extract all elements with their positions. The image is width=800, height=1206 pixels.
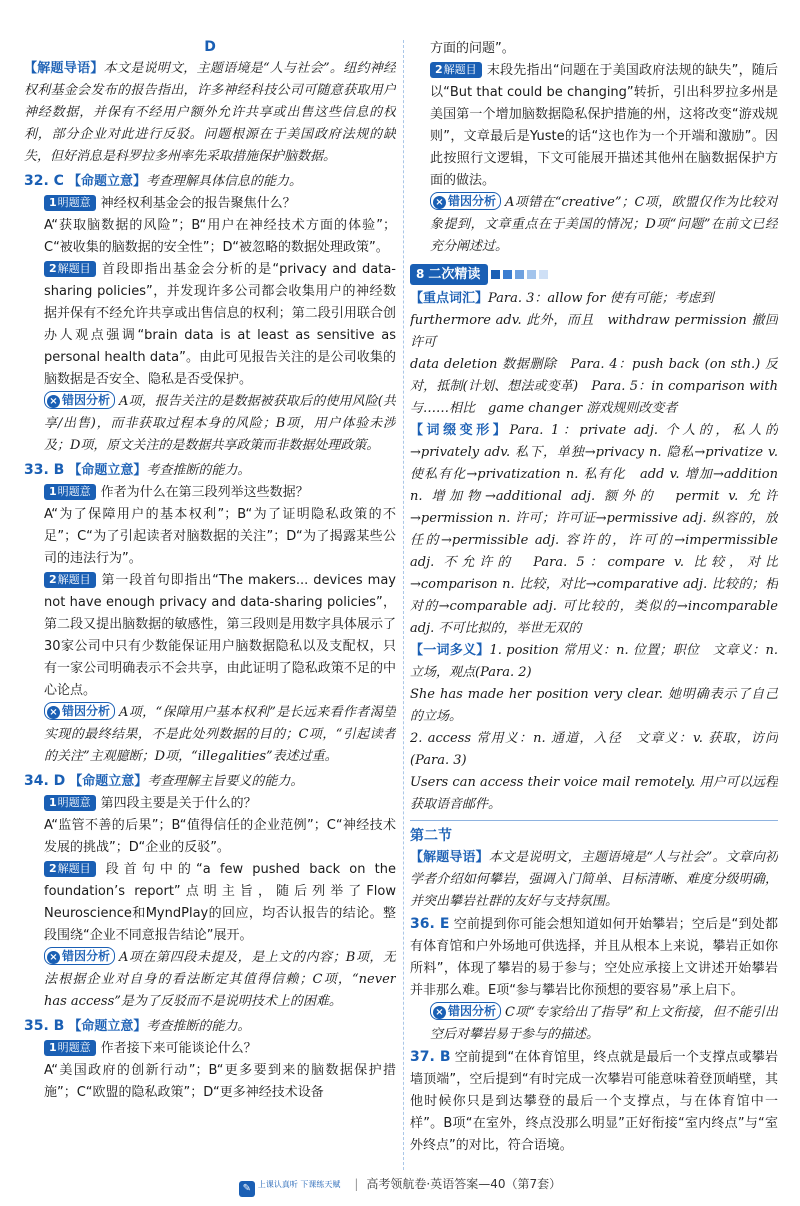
section-title: 第二节	[410, 828, 452, 844]
section-badge: 8 二次精读	[410, 264, 488, 285]
error-analysis	[410, 192, 778, 258]
key-vocab	[410, 288, 778, 310]
question-37	[410, 1046, 778, 1156]
step-badge: 2解题目	[44, 861, 96, 877]
column-divider	[403, 40, 404, 1170]
step-text: 作者接下来可能谈论什么？	[100, 1041, 257, 1056]
error-text: A项，报告关注的是数据被获取后的使用风险(共享/出售)，而非获取过程本身的风险；B项，用户体验未涉及；D项，原文关注的是数据共享政策而非数据处理政策。	[44, 394, 396, 453]
step-solve	[24, 570, 396, 702]
decor-square	[491, 270, 500, 279]
question-number: 34. D	[24, 773, 66, 789]
error-badge: × 错因分析	[430, 1002, 501, 1020]
left-column	[24, 38, 396, 1156]
decor-square	[503, 270, 512, 279]
word-forms	[410, 420, 778, 640]
error-badge: × 错因分析	[430, 192, 501, 210]
passage-title: D	[204, 39, 216, 55]
step-text: 作者为什么在第三段列举这些数据？	[100, 485, 309, 500]
brand-logo-icon: ✎	[239, 1181, 255, 1197]
question-number: 33. B	[24, 462, 65, 478]
guide-tag: 【解题导语】	[24, 61, 104, 76]
step-badge: 1明题意	[44, 1040, 96, 1056]
reading-icon: 8	[416, 266, 425, 281]
step-badge: 2解题目	[430, 62, 482, 78]
error-analysis	[24, 947, 396, 1013]
decor-square	[527, 270, 536, 279]
cross-icon: ×	[47, 951, 60, 964]
options-text: A“获取脑数据的风险”；B“用户在神经技术方面的体验”；C“被收集的脑数据的安全性”；D“被忽略的数据处理政策”。	[44, 218, 396, 255]
polysemy-line: 2. access 常用义：n. 通道，入径 文章义：v. 获取，访问(Para. 3)	[410, 731, 778, 768]
step-understand	[24, 793, 396, 815]
question-number: 37. B	[410, 1049, 451, 1065]
error-text: C项“专家给出了指导”和上文衔接，但不能引出空后对攀岩易于参与的描述。	[430, 1005, 778, 1042]
guide-tag: 【解题导语】	[410, 850, 489, 865]
guide-paragraph	[24, 58, 396, 168]
step-solve	[410, 60, 778, 192]
cross-icon: ×	[47, 395, 60, 408]
error-badge: × 错因分析	[44, 947, 115, 965]
step-solve	[24, 259, 396, 391]
polysemy-example: Users can access their voice mail remotely. 用户可以远程获取语音邮件。	[410, 775, 778, 812]
step-text: 首段即指出基金会分析的是“privacy and data-sharing policies”，并发现许多公司都会收集用户的神经数据并保有不经允许共享或出售信息的权利；第二段引用联合创办人观点强调“brain data is at least as sensitive as personal health data”。由此可见报告关注的是公司收集的脑数据是否安全、隐私是否受保护。	[44, 262, 396, 387]
question-36	[410, 913, 778, 1002]
question-35-header	[24, 1015, 396, 1038]
question-34-header	[24, 770, 396, 793]
question-number: 36. E	[410, 916, 450, 932]
cross-icon: ×	[433, 196, 446, 209]
step-text: 神经权利基金会的报告聚焦什么？	[100, 196, 296, 211]
error-badge: × 错因分析	[44, 391, 115, 409]
step-understand	[24, 482, 396, 504]
options-text: A“美国政府的创新行动”；B“更多要到来的脑数据保护措施”；C“欧盟的隐私政策”；D“更多神经技术设备	[44, 1063, 396, 1100]
intent-text: 考查推断的能力。	[146, 463, 251, 478]
vocab-line: data deletion 数据删除 Para. 4：push back (on sth.) 反对，抵制(计划、想法或变革) Para. 5：in comparison with 与……相比 game changer 游戏规则改变者	[410, 357, 778, 416]
step-badge: 1明题意	[44, 795, 96, 811]
intent-text: 考查推断的能力。	[146, 1019, 251, 1034]
section-rule	[410, 820, 778, 821]
polysemy	[410, 640, 778, 684]
step-text: 段首句中的“a few pushed back on the foundation’s report”点明主旨，随后列举了Flow Neuroscience和MyndPlay的回应，均否认报告的结论。整段围绕“企业不同意报告结论”展开。	[44, 862, 396, 943]
intent-text: 考查理解主旨要义的能力。	[147, 774, 304, 789]
guide-text: 本文是说明文，主题语境是“人与社会”。纽约神经权利基金会发布的报告指出，许多神经科技公司可随意获取用户神经数据，并保有不经用户额外允许共享或出售这些信息的权利，部分企业对此进行反驳。问题根源在于美国政府法规的缺失，但好消息是科罗拉多州率先采取措施保护脑数据。	[24, 61, 396, 164]
step-understand	[24, 1038, 396, 1060]
intent-tag: 【命题立意】	[68, 1019, 147, 1034]
options-text: A“监管不善的后果”；B“值得信任的企业范例”；C“神经技术发展的挑战”；D“企业的反驳”。	[44, 818, 396, 855]
answer-text: 空前提到你可能会想知道如何开始攀岩；空后是“到处都有体育馆和户外场地可供选择，并且从根本上来说，攀岩正如你所料”，体现了攀岩的易于参与；空处应承接上文讲述开始攀岩并非那么难。E项“参与攀岩比你预想的要容易”承上启下。	[410, 917, 778, 998]
step-text: 第四段主要是关于什么的？	[100, 796, 257, 811]
polysemy-tag: 【一词多义】	[410, 643, 490, 658]
answer-text: 空前提到“在体育馆里，终点就是最后一个支撑点或攀岩墙顶端”，空后提到“有时完成一次攀岩可能意味着登顶峭壁，其他时候你只是到达攀登的最后一个支撑点，与在体育馆中一样”。B项“在室外，终点没那么明显”正好衔接“室内终点”与“室外终点”的对比，符合语境。	[410, 1050, 778, 1153]
error-text: A项，“保障用户基本权利”是长远来看作者渴望实现的最终结果，不是此处列数据的目的；C项，“引起读者的关注”主观臆断；D项，“illegalities”表述过重。	[44, 705, 396, 764]
footer-text: 高考领航卷·英语答案—40（第7套）	[366, 1177, 562, 1191]
guide-text: 本文是说明文，主题语境是“人与社会”。文章向初学者介绍如何攀岩，强调入门简单、目标清晰、难度分级明确，并突出攀岩社群的友好与支持氛围。	[410, 850, 778, 909]
step-badge: 1明题意	[44, 195, 96, 211]
intent-tag: 【命题立意】	[69, 774, 148, 789]
step-text: 第一段首句即指出“The makers... devices may not have enough privacy and data-sharing policies”，第二段又提出脑数据的敏感性，第三段则是用数字具体展示了30家公司中只有少数能保证用户脑数据隐私以及支配权，只有一家公司明确表示不会共享，由此证明了隐私政策不足的中心论点。	[44, 573, 396, 698]
options-text: A“为了保障用户的基本权利”；B“为了证明隐私政策的不足”；C“为了引起读者对脑数据的关注”；D“为了揭露某些公司的违法行为”。	[44, 507, 396, 566]
question-32-header	[24, 170, 396, 193]
step-solve	[24, 859, 396, 947]
decor-square	[539, 270, 548, 279]
footer-separator: |	[354, 1177, 359, 1191]
cross-icon: ×	[47, 706, 60, 719]
step-badge: 2解题目	[44, 261, 96, 277]
polysemy-line: 1. position 常用义：n. 位置；职位 文章义：n. 立场，观点(Para. 2)	[410, 643, 778, 680]
step-badge: 1明题意	[44, 484, 96, 500]
error-text: A项错在“creative”；C项，欧盟仅作为比较对象提到，文章重点在于美国的情况；D项“问题”在前文已经充分阐述过。	[430, 195, 778, 254]
question-number: 32. C	[24, 173, 64, 189]
error-analysis	[24, 702, 396, 768]
options-continued: 方面的问题”。	[430, 41, 515, 56]
intent-tag: 【命题立意】	[67, 174, 146, 189]
right-column	[410, 38, 778, 1156]
forms-text: Para. 1：private adj. 个人的，私人的→privately adv. 私下，单独→privacy n. 隐私→privatize v. 使私有化→privatization n. 私有化 add v. 增加→addition n. 增加物→additional adj. 额外的 permit v. 允许→permission n. 许可；许可证→permissive adj. 纵容的，放任的→permissible adj. 容许的，许可的→impermissible adj. 不允许的 Para. 5：compare v. 比较，对比→comparison n. 比较，对比→comparative adj. 比较的；相对的→comparable adj. 可比较的，类似的→incomparable adj. 不可比拟的，举世无双的	[410, 423, 778, 636]
forms-tag: 【词缀变形】	[410, 423, 510, 438]
polysemy-example: She has made her position very clear. 她明确表示了自己的立场。	[410, 687, 778, 724]
error-analysis	[24, 391, 396, 457]
page-footer	[0, 1172, 800, 1196]
cross-icon: ×	[433, 1006, 446, 1019]
question-number: 35. B	[24, 1018, 65, 1034]
guide-paragraph-2	[410, 847, 778, 913]
step-understand	[24, 193, 396, 215]
error-badge: × 错因分析	[44, 702, 115, 720]
step-text: 末段先指出“问题在于美国政府法规的缺失”，随后以“But that could be changing”转折，引出科罗拉多州是美国第一个增加脑数据隐私保护措施的州，这将改变“游戏规则”，文章最后是Yuste的话“这也作为一个开端和激励”。因此按照行文逻辑，下文可能展开描述其他州在脑数据保护方面的做法。	[430, 63, 778, 188]
question-33-header	[24, 459, 396, 482]
vocab-line: Para. 3：allow for 使有可能；考虑到	[488, 291, 714, 306]
error-text: A项在第四段未提及，是上文的内容；B项，无法根据企业对自身的看法断定其值得信赖；C项，“never has access”是为了反驳而不是说明技术上的困难。	[44, 950, 396, 1009]
second-reading-banner	[410, 264, 778, 284]
decor-square	[515, 270, 524, 279]
vocab-tag: 【重点词汇】	[410, 291, 489, 306]
intent-tag: 【命题立意】	[68, 463, 147, 478]
step-badge: 2解题目	[44, 572, 96, 588]
vocab-line: furthermore adv. 此外，而且 withdraw permission 撤回许可	[410, 313, 778, 350]
brand-slogan: 上课认真听 下课练天赋	[257, 1180, 341, 1189]
intent-text: 考查理解具体信息的能力。	[145, 174, 302, 189]
error-analysis	[410, 1002, 778, 1046]
